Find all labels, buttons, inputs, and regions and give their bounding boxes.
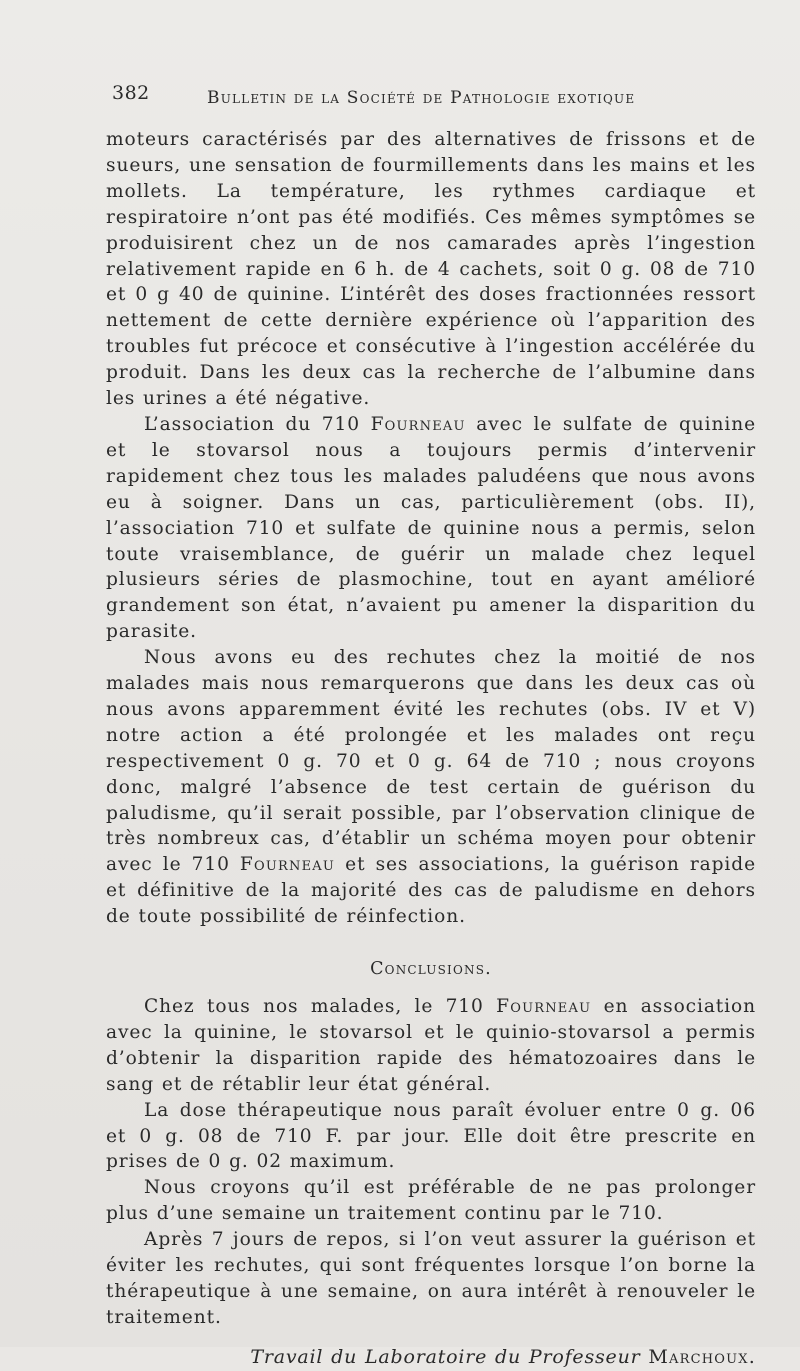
paragraph-continuation: moteurs caractérisés par des alternatives de frissons et de sueurs, une sensation de fourmillements dans les mains et les mollets. La température, les rythmes cardiaque et respiratoire n’ont pas été modifiés. Ces mêmes symptômes se produisirent chez un de nos camarades après l’ingestion relativement rapide en 6 h. de 4 cachets, soit 0 g. 08 de 710 et 0 g 40 de quinine. L’intérêt des doses fractionnées ressort nettement de cette dernière expérience où l’apparition des troubles fut précoce et consécutive à l’ingestion accélérée du produit. Dans les deux cas la recherche de l’albumine dans les urines a été négative. xyxy=(106,129,756,410)
paragraph-conclusion-4: Après 7 jours de repos, si l’on veut assurer la guérison et éviter les rechutes, qui sont fréquentes lorsque l’on borne la thérapeutique à une semaine, on aura intérêt à renouveler le traitement. xyxy=(106,1229,756,1328)
paragraph-text: L’association du 710 xyxy=(144,413,371,435)
article-body xyxy=(106,127,756,1371)
running-title: Bulletin de la Société de Pathologie exotique xyxy=(207,88,636,108)
author-name-fourneau: Fourneau xyxy=(370,413,466,435)
paragraph-conclusion-2: La dose thérapeutique nous paraît évoluer entre 0 g. 06 et 0 g. 08 de 710 F. par jour. Elle doit être prescrite en prises de 0 g. 02 maximum. xyxy=(106,1099,756,1173)
section-title: Conclusions. xyxy=(370,959,492,980)
page-number: 382 xyxy=(112,82,150,104)
paragraph-text: et ses associations, la guérison rapide et définitive de la majorité des cas de paludisme en dehors de toute possibilité de réinfection. xyxy=(106,854,756,928)
signature-name: Marchoux. xyxy=(648,1345,756,1368)
author-name-fourneau: Fourneau xyxy=(496,996,592,1017)
signature-text: Travail du Laboratoire du Professeur xyxy=(250,1345,649,1368)
paragraph-rechutes xyxy=(106,645,756,930)
paragraph-association xyxy=(106,412,756,645)
paragraph-text: Chez tous nos malades, le 710 xyxy=(144,996,497,1017)
paragraph-text: Nous avons eu des rechutes chez la moitié de nos malades mais nous remarquerons que dans les deux cas où nous avons apparemment évité les rechutes (obs. IV et V) notre action a été prolongée et les malades ont reçu respectivement 0 g. 70 et 0 g. 64 de 710 ; nous croyons donc, malgré l’absence de test certain de guérison du paludisme, qu’il serait possible, par l’observation clinique de très nombreux cas, d’établir un schéma moyen pour obtenir avec le 710 xyxy=(106,647,756,876)
author-name-fourneau: Fourneau xyxy=(239,854,336,876)
paragraph-text: en association avec la quinine, le stovarsol et le quinio-stovarsol a permis d’obtenir la disparition rapide des hématozoaires dans le sang et de rétablir leur état général. xyxy=(106,996,756,1095)
paragraph-conclusion-3: Nous croyons qu’il est préférable de ne pas prolonger plus d’une semaine un traitement continu par le 710. xyxy=(106,1177,756,1225)
paragraph-conclusion-1 xyxy=(106,994,756,1098)
page-header xyxy=(112,82,692,122)
signature xyxy=(106,1345,756,1371)
paragraph-text: avec le sulfate de quinine et le stovarsol nous a toujours permis d’intervenir rapidement chez tous les malades paludéens que nous avons eu à soigner. Dans un cas, particulièrement (obs. II), l’association 710 et sulfate de quinine nous a permis, selon toute vraisemblance, de guérir un malade chez lequel plusieurs séries de plasmochine, tout en ayant amélioré grandement son état, n’avaient pu amener la disparition du parasite. xyxy=(106,413,756,643)
